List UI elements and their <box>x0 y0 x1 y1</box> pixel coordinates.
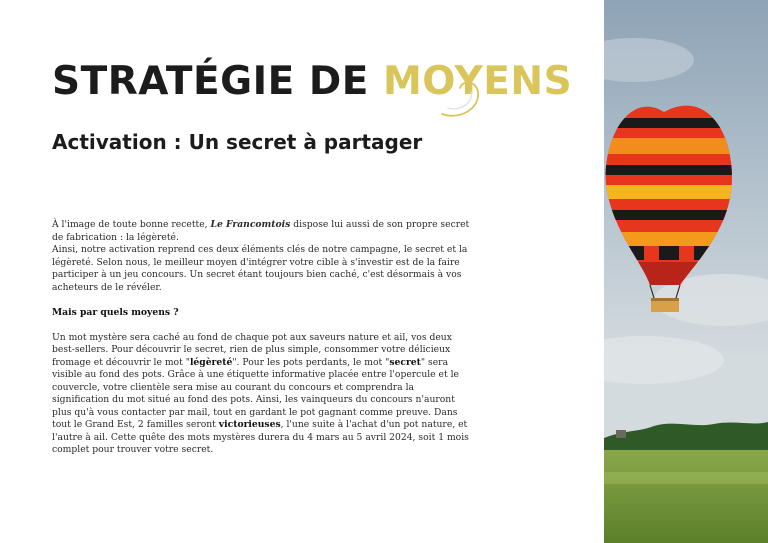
page-title <box>52 56 572 108</box>
keyword-legerete: légèreté <box>189 356 233 368</box>
question-heading <box>52 307 472 320</box>
page-title-accent: MOYENS <box>382 59 573 104</box>
mechanics-text-a: Un mot mystère sera caché au fond de chaque pot aux saveurs nature et ail, vos deux best-sellers. Pour découvrir le secret, rien de plus simple, consommer votre délicieux fromage et découvrir le mot " <box>52 331 452 368</box>
mechanics-text-c: " sera visible au fond des pots. Grâce à une étiquette informative placée entre l'opercule et le couvercle, votre clientèle sera mise au courant du concours et comprendra la signification du mot situé au fond des pots. Ainsi, les vainqueurs du concours n'auront plus qu'à vous contacter par mail, tout en gardant le pot gagnant comme preuve. Dans tout le Grand Est, 2 familles seront <box>52 356 459 430</box>
mechanics-text-b: ". Pour les pots perdants, le mot " <box>232 356 390 368</box>
keyword-victorieuses: victorieuses <box>218 419 281 430</box>
brand-name: Le Francomtois <box>210 219 291 230</box>
mechanics-text-d: , l'une suite à l'achat d'un pot nature, et l'autre à ail. Cette quête des mots mystères durera du 4 mars au 5 avril 2024, soit 1 mois complet pour trouver votre secret. <box>52 419 469 455</box>
activation-paragraph: Ainsi, notre activation reprend ces deux éléments clés de notre campagne, le secret et la légèreté. Selon nous, le meilleur moyen d'intégrer votre cible à s'investir est de la faire participer à un jeu concours. Un secret étant toujours bien caché, c'est désormais à vos acheteurs de le révéler. <box>52 244 468 293</box>
body-text <box>52 219 472 457</box>
section-subtitle: Activation : Un secret à partager <box>52 130 423 154</box>
swirl-decoration-icon <box>438 74 486 122</box>
intro-paragraph <box>52 219 472 244</box>
question-text: Mais par quels moyens ? <box>52 306 179 318</box>
intro-text-b: dispose lui aussi de son propre secret de fabrication : la légèreté. <box>52 219 470 243</box>
hot-air-balloon-photo <box>604 0 768 543</box>
page-title-main: STRATÉGIE DE <box>52 59 383 104</box>
intro-text-a: À l'image de toute bonne recette, <box>52 219 211 230</box>
mechanics-paragraph <box>52 332 472 457</box>
keyword-secret: secret <box>389 356 421 368</box>
